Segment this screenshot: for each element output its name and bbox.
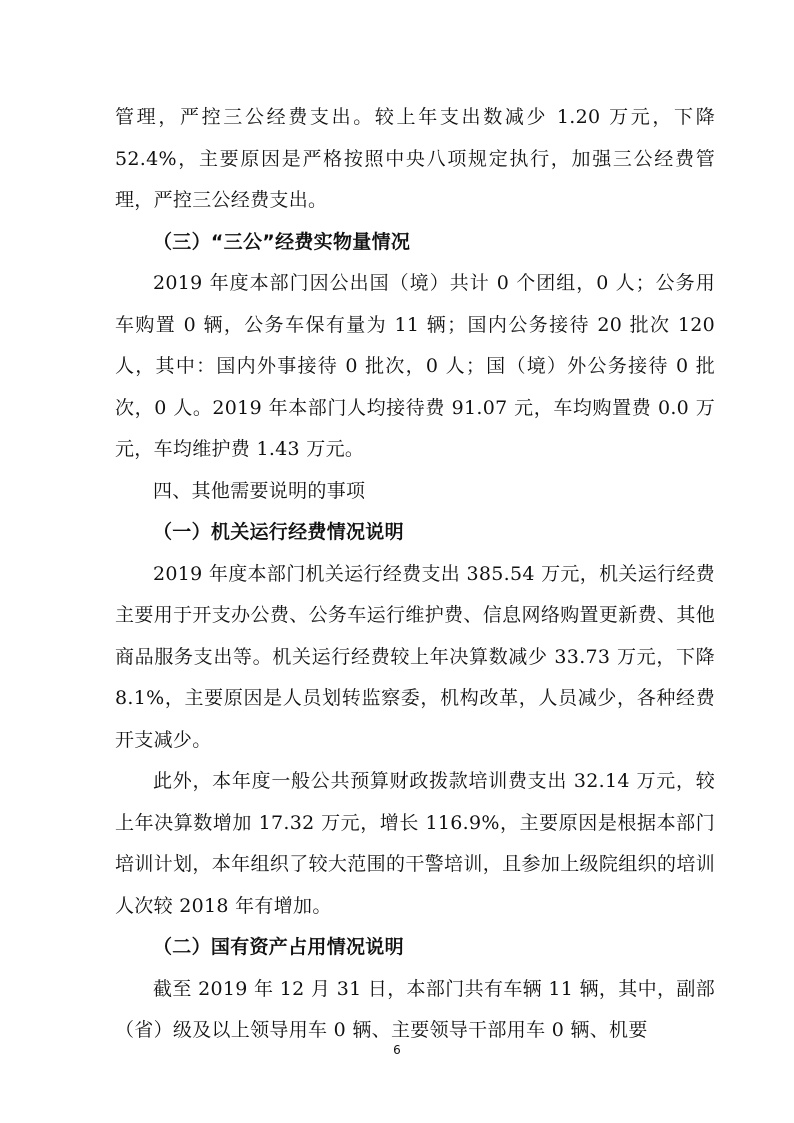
page-number: 6 <box>393 1043 401 1057</box>
section-heading-three-public-items: （三）“三公”经费实物量情况 <box>153 230 411 253</box>
section-heading-operating-expenses: （一）机关运行经费情况说明 <box>153 521 404 543</box>
paragraph-state-assets: 截至 2019 年 12 月 31 日，本部门共有车辆 11 辆，其中，副部（省）级及以上领导用车 0 辆、主要领导干部用车 0 辆、机要 <box>115 977 715 1041</box>
page-body <box>115 97 715 1052</box>
paragraph-training-expenses: 此外，本年度一般公共预算财政拨款培训费支出 32.14 万元，较上年决算数增加 17.32 万元，增长 116.9%，主要原因是根据本部门培训计划，本年组织了较大范围的干警培训，且参加上级院组织的培训人次较 2018 年有增加。 <box>115 770 715 917</box>
paragraph-three-public-items: 2019 年度本部门因公出国（境）共计 0 个团组，0 人；公务用车购置 0 辆，公务车保有量为 11 辆；国内公务接待 20 批次 120 人，其中：国内外事接待 0 批次，0 人；国（境）外公务接待 0 批次，0 人。2019 年本部门人均接待费 91.07 元，车均购置费 0.0 万元，车均维护费 1.43 万元。 <box>115 272 715 460</box>
paragraph-continuation: 管理，严控三公经费支出。较上年支出数减少 1.20 万元，下降52.4%，主要原因是严格按照中央八项规定执行，加强三公经费管理，严控三公经费支出。 <box>115 106 715 211</box>
chapter-heading-other-matters: 四、其他需要说明的事项 <box>153 479 366 502</box>
paragraph-operating-expenses: 2019 年度本部门机关运行经费支出 385.54 万元，机关运行经费主要用于开支办公费、公务车运行维护费、信息网络购置更新费、其他商品服务支出等。机关运行经费较上年决算数减少 33.73 万元，下降 8.1%，主要原因是人员划转监察委，机构改革，人员减少，各种经费开支减少。 <box>115 562 715 751</box>
section-heading-state-assets: （二）国有资产占用情况说明 <box>153 936 404 958</box>
